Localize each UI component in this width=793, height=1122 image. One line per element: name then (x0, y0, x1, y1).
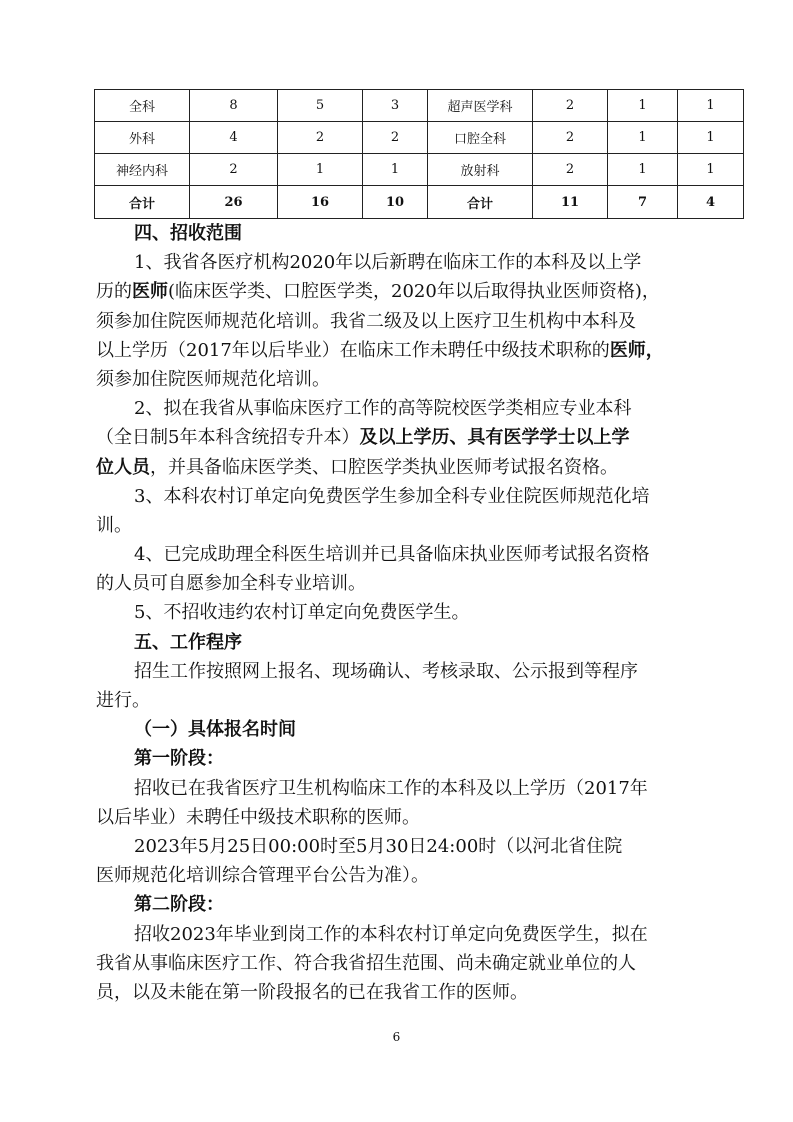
paragraph-line: 须参加住院医师规范化培训。 (96, 368, 330, 390)
paragraph-line: 1、我省各医疗机构2020年以后新聘在临床工作的本科及以上学 (134, 252, 642, 274)
paragraph-line: 须参加住院医师规范化培训。我省二级及以上医疗卫生机构中本科及 (96, 310, 636, 332)
paragraph-line: 训。 (96, 514, 132, 536)
stage-heading-first: 第一阶段： (134, 748, 224, 770)
section-heading-scope: 四、招收范围 (134, 223, 242, 244)
text-run: 历的 (96, 281, 132, 303)
table-cell: 1 (608, 90, 678, 122)
total-cell: 7 (608, 186, 678, 219)
paragraph-line: 5、不招收违约农村订单定向免费医学生。 (134, 602, 470, 624)
table-cell: 5 (278, 90, 363, 122)
paragraph-line: 医师规范化培训综合管理平台公告为准）。 (96, 865, 429, 887)
paragraph-line: 招收已在我省医疗卫生机构临床工作的本科及以上学历（2017年 (134, 777, 648, 799)
paragraph-line: 2、拟在我省从事临床医疗工作的高等院校医学类相应专业本科 (134, 398, 632, 420)
quota-table (94, 89, 744, 219)
table-cell: 口腔全科 (428, 122, 533, 154)
stage-heading-second: 第二阶段： (134, 894, 224, 916)
section-heading-procedure: 五、工作程序 (134, 631, 242, 653)
quota-table-container (94, 89, 716, 219)
table-cell: 外科 (95, 122, 190, 154)
subsection-heading-registration-time: （一）具体报名时间 (134, 719, 296, 741)
table-cell: 1 (608, 122, 678, 154)
paragraph-line (96, 453, 700, 482)
paragraph-line: 我省从事临床医疗工作、符合我省招生范围、尚未确定就业单位的人 (96, 952, 636, 974)
text-run: (临床医学类、口腔医学类，2020年以后取得执业医师资格)， (168, 281, 660, 303)
table-cell: 超声医学科 (428, 90, 533, 122)
paragraph-line: 招收2023年毕业到岗工作的本科农村订单定向免费医学生，拟在 (134, 923, 648, 945)
paragraph-line (96, 423, 700, 452)
total-cell: 合计 (95, 186, 190, 219)
total-cell: 10 (363, 186, 428, 219)
table-cell: 1 (678, 122, 744, 154)
total-cell: 26 (190, 186, 278, 219)
text-run-bold: 医师， (609, 339, 664, 361)
paragraph-line (96, 277, 700, 306)
table-cell: 1 (678, 154, 744, 186)
table-cell: 放射科 (428, 154, 533, 186)
text-run: （全日制5年本科含统招专升本） (96, 427, 360, 449)
table-row (95, 122, 744, 154)
table-cell: 1 (678, 90, 744, 122)
table-cell: 3 (363, 90, 428, 122)
table-row (95, 90, 744, 122)
paragraph-line: 2023年5月25日00:00时至5月30日24:00时（以河北省住院 (134, 835, 623, 857)
paragraph-line: 进行。 (96, 690, 150, 711)
table-cell: 1 (278, 154, 363, 186)
document-body (96, 219, 700, 1007)
table-cell: 2 (533, 154, 608, 186)
paragraph-line (96, 336, 700, 365)
text-run-bold: 医师 (132, 281, 168, 303)
paragraph-line: 以后毕业）未聘任中级技术职称的医师。 (96, 806, 420, 828)
table-total-row (95, 186, 744, 219)
text-run-bold: 及以上学历、具有医学学士以上学 (359, 427, 630, 449)
total-cell: 16 (278, 186, 363, 219)
paragraph-line: 招生工作按照网上报名、现场确认、考核录取、公示报到等程序 (134, 660, 638, 682)
table-cell: 4 (190, 122, 278, 154)
table-cell: 全科 (95, 90, 190, 122)
paragraph-line: 4、已完成助理全科医生培训并已具备临床执业医师考试报名资格 (134, 544, 650, 566)
page-number: 6 (392, 1030, 401, 1044)
table-cell: 8 (190, 90, 278, 122)
table-cell: 2 (363, 122, 428, 154)
total-cell: 合计 (428, 186, 533, 219)
table-cell: 2 (190, 154, 278, 186)
paragraph-line: 3、本科农村订单定向免费医学生参加全科专业住院医师规范化培 (134, 485, 650, 507)
table-row (95, 154, 744, 186)
total-cell: 11 (533, 186, 608, 219)
text-run: ，并具备临床医学类、口腔医学类执业医师考试报名资格。 (150, 456, 618, 478)
table-cell: 2 (278, 122, 363, 154)
table-cell: 神经内科 (95, 154, 190, 186)
paragraph-line: 的人员可自愿参加全科专业培训。 (96, 573, 366, 595)
table-cell: 2 (533, 122, 608, 154)
text-run-bold: 位人员 (96, 456, 150, 478)
total-cell: 4 (678, 186, 744, 219)
paragraph-line: 员，以及未能在第一阶段报名的已在我省工作的医师。 (96, 981, 528, 1003)
table-cell: 2 (533, 90, 608, 122)
text-run: 以上学历（2017年以后毕业）在临床工作未聘任中级技术职称的 (96, 339, 610, 361)
table-cell: 1 (363, 154, 428, 186)
table-cell: 1 (608, 154, 678, 186)
